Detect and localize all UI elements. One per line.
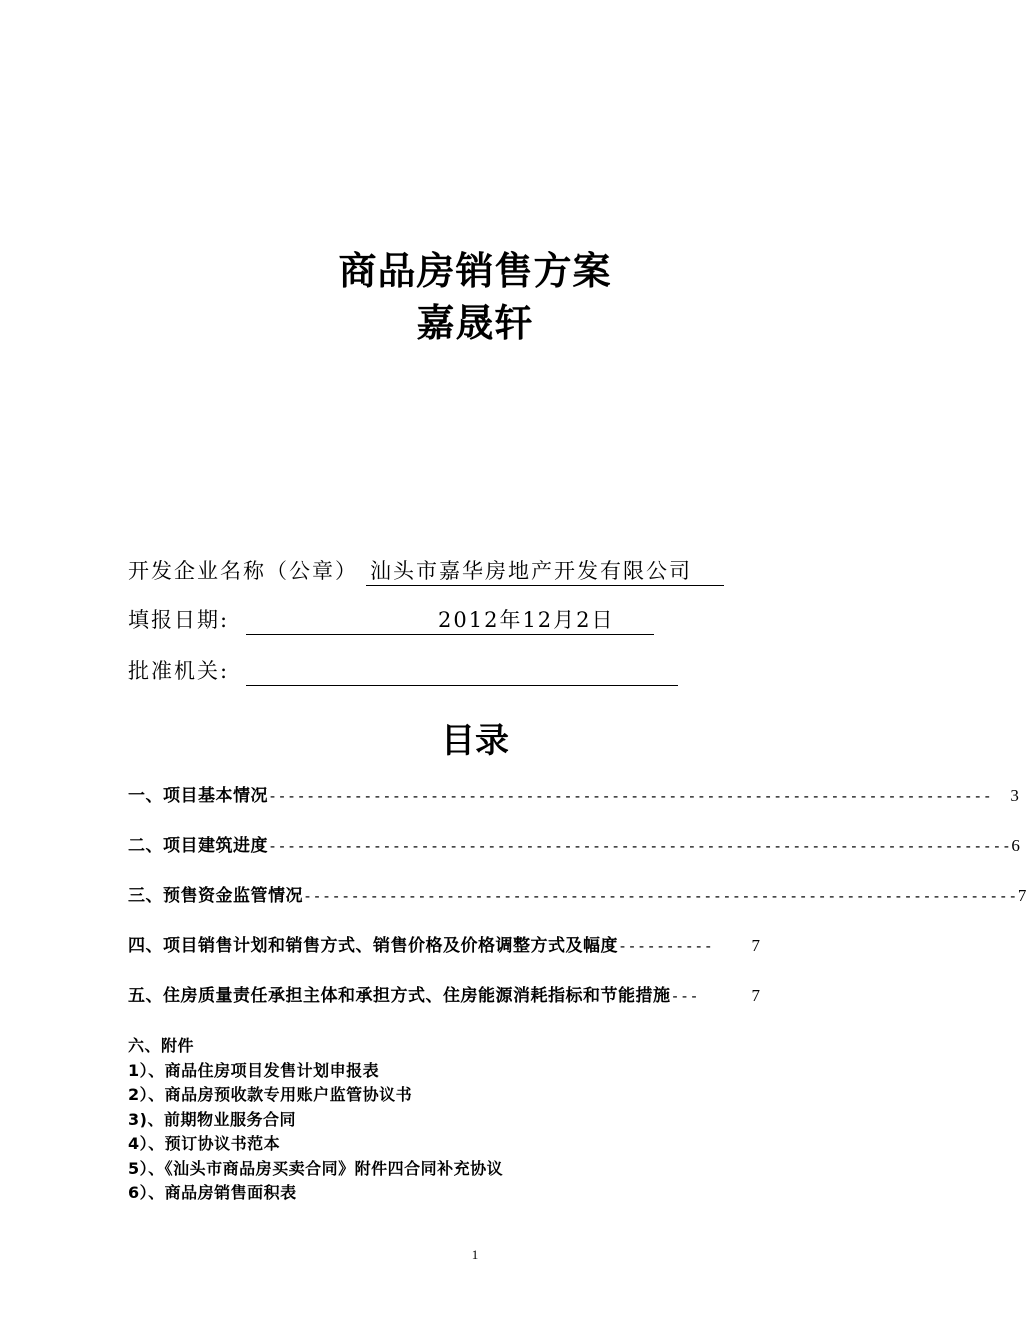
toc-item-page: 3 — [1010, 786, 1019, 805]
developer-row — [128, 555, 692, 587]
developer-label: 开发企业名称（公章） — [128, 559, 358, 583]
toc-item-label: 二、项目建筑进度 — [128, 836, 268, 856]
toc-item[interactable] — [128, 834, 1020, 858]
toc-item-page: 7 — [751, 936, 760, 955]
toc-item-label: 五、住房质量责任承担主体和承担方式、住房能源消耗指标和节能措施 — [128, 986, 671, 1006]
toc-item-leader: --- — [670, 987, 700, 1005]
developer-value: 汕头市嘉华房地产开发有限公司 — [370, 559, 692, 583]
page-number: 1 — [471, 1247, 479, 1262]
appendix-heading: 六、附件 — [128, 1036, 195, 1055]
toc-item-label: 三、预售资金监管情况 — [128, 886, 303, 906]
appendix-item: 2）、商品房预收款专用账户监管协议书 — [128, 1085, 413, 1104]
appendix-item: 3)、前期物业服务合同 — [128, 1109, 296, 1129]
developer-underline — [366, 555, 724, 586]
appendix-item: 6）、商品房销售面积表 — [128, 1183, 297, 1202]
project-name: 嘉晟轩 — [416, 301, 534, 345]
toc-item-leader: ------------------------------------------------------------------------------ — [268, 837, 1012, 855]
toc-heading: 目录 — [441, 721, 509, 761]
date-underline — [246, 604, 654, 635]
toc-item-page: 7 — [1017, 886, 1026, 905]
appendix-item: 4）、预订协议书范本 — [128, 1134, 281, 1153]
appendix-item: 1）、商品住房项目发售计划申报表 — [128, 1060, 380, 1080]
approval-label: 批准机关: — [128, 659, 230, 683]
document-title: 商品房销售方案 — [338, 249, 612, 293]
toc-item[interactable] — [128, 784, 1019, 808]
toc-item-label: 一、项目基本情况 — [128, 786, 268, 806]
toc-item-leader: ---------------------------------------------------------------------------- — [268, 787, 993, 805]
date-row — [128, 604, 615, 636]
date-value: 2012年12月2日 — [438, 608, 615, 632]
approval-underline — [246, 655, 678, 686]
toc-item-page: 7 — [751, 986, 760, 1005]
date-label: 填报日期: — [128, 608, 230, 632]
toc-item[interactable] — [128, 934, 760, 958]
appendix-section — [128, 1034, 503, 1206]
toc-item[interactable] — [128, 984, 760, 1008]
toc-item-leader: ---------- — [618, 937, 714, 955]
appendix-item: 5）、《汕头市商品房买卖合同》附件四合同补充协议 — [128, 1158, 504, 1178]
toc-item-page: 6 — [1011, 836, 1020, 855]
toc-item-leader: --------------------------------------------------------------------------- — [303, 887, 1018, 905]
approval-row — [128, 655, 229, 687]
toc-item[interactable] — [128, 884, 1026, 908]
toc-item-label: 四、项目销售计划和销售方式、销售价格及价格调整方式及幅度 — [128, 936, 618, 956]
